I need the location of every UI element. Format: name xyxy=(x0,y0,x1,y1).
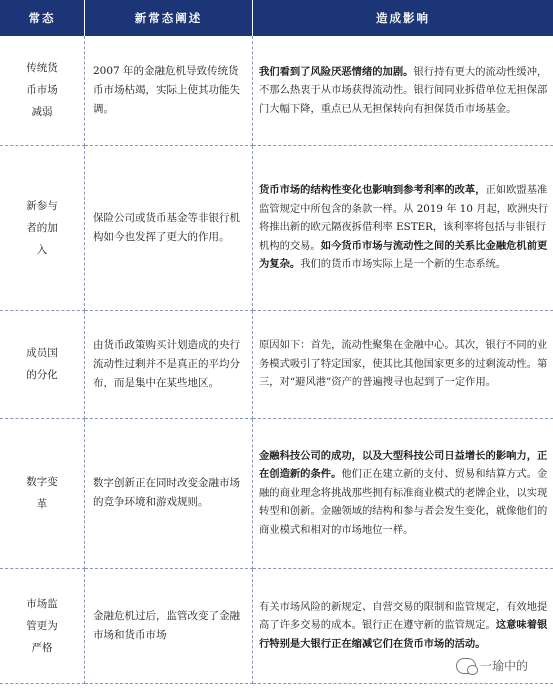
row-description: 金融危机过后，监管改变了金融市场和货币市场 xyxy=(85,568,253,683)
row-impact: 金融科技公司的成功，以及大型科技公司日益增长的影响力，正在创造新的条件。他们正在建立新的支付、贸易和结算方式。金融的商业理念将挑战那些拥有标准商业模式的老牌企业，以实现转型和创新。金融领域的结构和参与者会发生变化，就像他们的商业模式和相对的市场地位一样。 xyxy=(253,418,553,568)
header-col-impact: 造成影响 xyxy=(253,0,553,36)
row-impact: 有关市场风险的新规定、自营交易的限制和监管规定，有效地提高了许多交易的成本。银行正在遵守新的监管规定。这意味着银行特别是大银行正在缩减它们在货币市场的活动。 xyxy=(253,568,553,683)
row-topic: 传统货币市场减弱 xyxy=(0,36,85,145)
watermark-text: 一瑜中的 xyxy=(480,659,529,673)
row-description: 数字创新正在同时改变金融市场的竞争环境和游戏规则。 xyxy=(85,418,253,568)
row-description: 2007 年的金融危机导致传统货币市场枯竭，实际上使其功能失调。 xyxy=(85,36,253,145)
row-impact: 货币市场的结构性变化也影响到参考利率的改革，正如欧盟基准监管规定中所包含的条款一样。从 2019 年 10 月起，欧洲央行将推出新的欧元隔夜拆借利率 ESTER，该利率将包括与非银行机构的交易。如今货币市场与流动性之间的关系比金融危机前更为复杂。我们的货币市场实际上是一个新的生态系统。 xyxy=(253,145,553,310)
watermark xyxy=(456,657,528,674)
row-topic: 数字变革 xyxy=(0,418,85,568)
row-description: 由货币政策购买计划造成的央行流动性过剩并不是真正的平均分布，而是集中在某些地区。 xyxy=(85,310,253,418)
table-header-row xyxy=(0,0,553,36)
row-topic: 新参与者的加入 xyxy=(0,145,85,310)
table-row xyxy=(0,310,553,418)
row-impact: 我们看到了风险厌恶情绪的加剧。银行持有更大的流动性缓冲，不那么热衷于从市场获得流动性。银行间同业拆借单位无担保部门大幅下降，重点已从无担保转向有担保货币市场基金。 xyxy=(253,36,553,145)
table-row xyxy=(0,36,553,145)
row-description: 保险公司或货币基金等非银行机构如今也发挥了更大的作用。 xyxy=(85,145,253,310)
header-col-status: 常态 xyxy=(0,0,85,36)
row-topic: 成员国的分化 xyxy=(0,310,85,418)
table-row xyxy=(0,418,553,568)
table-row xyxy=(0,145,553,310)
wechat-icon xyxy=(456,658,476,674)
row-topic: 市场监管更为严格 xyxy=(0,568,85,683)
header-col-description: 新常态阐述 xyxy=(85,0,253,36)
row-impact: 原因如下：首先，流动性聚集在金融中心。其次，银行不同的业务模式吸引了特定国家，使其比其他国家更多的过剩流动性。第三，对“避风港”资产的普遍搜寻也起到了一定作用。 xyxy=(253,310,553,418)
